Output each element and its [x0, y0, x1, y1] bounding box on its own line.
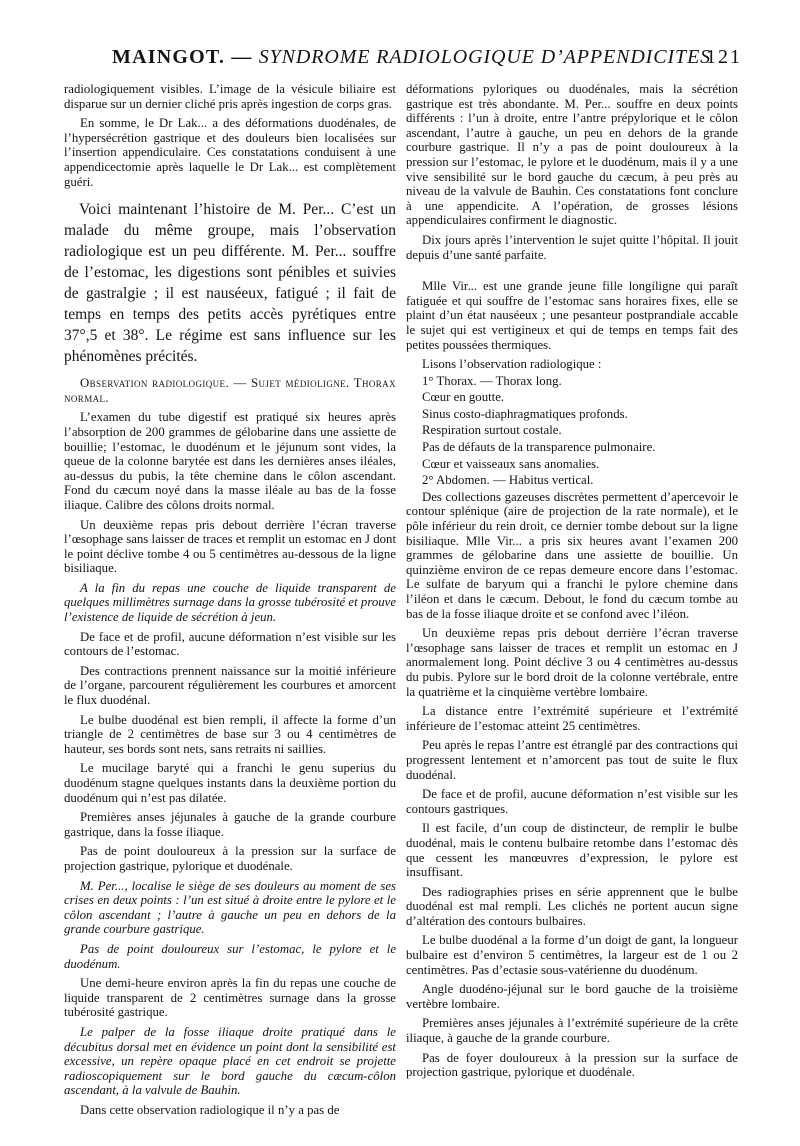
- list-line-4: Sinus costo-diaphragmatiques profonds.: [422, 406, 628, 421]
- paragraph-left-3: Voici maintenant l’histoire de M. Per... C’est un malade du même groupe, mais l’observation radiologique est un peu différente. M. Per... souffre de l’estomac, les digestions sont pénibles et suivies de gastralgie ; il est nauséeux, fatigué ; il fait de temps en temps des petits accès pyrétiques entre 37°,5 et 38°. Le régime est sans influence sur les phénomènes précités.: [64, 201, 396, 366]
- paragraph-left-4: Observation radiologique. — Sujet médioligne. Thorax normal.: [64, 376, 396, 405]
- paragraph-left-12: Premières anses jéjunales à gauche de la grande courbure gastrique, dans la fosse iliaque.: [64, 810, 396, 839]
- paragraph-left-18: Dans cette observation radiologique il n’y a pas de: [80, 1102, 340, 1117]
- paragraph-right-10: Des radiographies prises en série apprennent que le bulbe duodénal est mal rempli. Les clichés ne portent aucun signe d’altération des contours bulbaires.: [406, 884, 738, 928]
- paragraph-left-6: Un deuxième repas pris debout derrière l’écran traverse l’œsophage sans laisser de traces et remplit un estomac en J dont le point déclive tombe 4 ou 5 centimètres au-dessous de la ligne bisiliaque.: [64, 517, 396, 576]
- paragraph-right-9: Il est facile, d’un coup de distincteur, de remplir le bulbe duodénal, mais le contenu bulbaire retombe dans l’estomac dès que cessent les manœuvres d’expression, le pylore est insuffisant.: [406, 821, 738, 880]
- list-line-8: 2° Abdomen. — Habitus vertical.: [422, 473, 594, 488]
- paragraph-right-2: Dix jours après l’intervention le sujet quitte l’hôpital. Il jouit depuis d’une santé parfaite.: [406, 232, 738, 262]
- list-line-7: Cœur et vaisseaux sans anomalies.: [422, 456, 600, 471]
- header-separator: —: [225, 46, 259, 68]
- paragraph-left-5: L’examen du tube digestif est pratiqué six heures après l’absorption de 200 grammes de gélobarine dans une assiette de bouillie; l’estomac, le duodénum et le jéjunum sont vides, la queue de la colonne barytée est dans les dernières anses iléales, au-dessus du pubis, la tête chemine dans le côlon ascendant. Fond du cæcum noyé dans la masse iléale au bas de la fosse iliaque. Calibre des côlons droits normal.: [64, 410, 396, 512]
- running-header: [0, 38, 800, 74]
- right-column: [406, 82, 738, 1085]
- paragraph-left-7: A la fin du repas une couche de liquide transparent de quelques millimètres surnage dans la grosse tubérosité et prouve l’existence de liquide de sécrétion à jeun.: [64, 580, 396, 625]
- paragraph-left-2: En somme, le Dr Lak... a des déformations duodénales, de l’hypersécrétion gastrique et des douleurs bien localisées sur l’insertion appendiculaire. Ces constatations conduisent à une appendicectomie après laquelle le Dr Lak... est complètement guéri.: [64, 116, 396, 189]
- paragraph-left-10: Le bulbe duodénal est bien rempli, il affecte la forme d’un triangle de 2 centimètres de base sur 3 ou 4 centimètres de hauteur, ses bords sont nets, sans retraits ni saillies.: [64, 712, 396, 756]
- paragraph-left-17: Le palper de la fosse iliaque droite pratiqué dans le décubitus dorsal met en évidence un point dont la sensibilité est excessive, un repère opaque placé en cet endroit se projette radioscopiquement sur le bord gauche du cæcum-côlon ascendant, à la valvule de Bauhin.: [64, 1024, 396, 1098]
- paragraph-left-14: M. Per..., localise le siège de ses douleurs au moment de ses crises en deux points : l’un est situé à droite entre le pylore et le côlon ascendant ; l’autre à gauche un peu en dehors de la grande courbure gastrique.: [64, 878, 396, 937]
- paragraph-right-12: Angle duodéno-jéjunal sur le bord gauche de la troisième vertèbre lombaire.: [406, 982, 738, 1011]
- paragraph-left-13: Pas de point douloureux à la pression sur la surface de projection gastrique, pylorique et duodénale.: [64, 844, 396, 873]
- list-line-3: Cœur en goutte.: [422, 390, 505, 405]
- paragraph-left-8: De face et de profil, aucune déformation n’est visible sur les contours de l’estomac.: [64, 629, 396, 659]
- paragraph-left-15: Pas de point douloureux sur l’estomac, le pylore et le duodénum.: [64, 941, 396, 971]
- list-line-6: Pas de défauts de la transparence pulmonaire.: [422, 440, 656, 455]
- paragraph-right-13: Premières anses jéjunales à l’extrémité supérieure de la crête iliaque, à gauche de la grande courbure.: [406, 1016, 738, 1046]
- paragraph-right-6: La distance entre l’extrémité supérieure et l’extrémité inférieure de l’estomac atteint 25 centimètres.: [406, 704, 738, 733]
- list-line-5: Respiration surtout costale.: [422, 423, 562, 438]
- page-number: 121: [706, 46, 742, 68]
- paragraph-right-4: Des collections gazeuses discrètes permettent d’apercevoir le contour splénique (aire de projection de la rate normale), et le pôle inférieur du rein droit, ce dernier tombe debout sur la ligne bisiliaque. Mlle Vir... a pris six heures avant l’examen 200 grammes de gélobarine dans une assiette de bouillie. Un quinzième environ de ce repas demeure encore dans l’estomac. Le sulfate de baryum qui a franchi le pylore chemine dans l’iléon et dans le cæcum. Debout, le fond du cæcum tombe au bas de la fosse iliaque droite et se confond avec l’iléon.: [406, 489, 738, 621]
- paragraph-left-11: Le mucilage baryté qui a franchi le genu superius du duodénum stagne quelques instants dans la deuxième portion du duodénum qui n’est pas dilatée.: [64, 761, 396, 805]
- paragraph-left-16: Une demi-heure environ après la fin du repas une couche de liquide transparent de 2 centimètres surnage dans la grosse tubérosité gastrique.: [64, 976, 396, 1020]
- paragraph-right-7: Peu après le repas l’antre est étranglé par des contractions qui progressent lentement et n’amorcent pas tout de suite le flux duodénal.: [406, 738, 738, 782]
- header-title: SYNDROME RADIOLOGIQUE D’APPENDICITES: [258, 46, 712, 68]
- paragraph-right-11: Le bulbe duodénal a la forme d’un doigt de gant, la longueur bulbaire est d’environ 5 centimètres, la largeur est de 1 ou 2 centimètres. Pas d’ectasie sous-vatérienne du duodénum.: [406, 933, 738, 977]
- paragraph-left-9: Des contractions prennent naissance sur la moitié inférieure de l’organe, parcourent régulièrement les courbures et amorcent le flux duodénal.: [64, 663, 396, 708]
- header-title-line: [112, 46, 712, 69]
- header-author: MAINGOT.: [112, 46, 226, 68]
- paragraph-right-1: déformations pyloriques ou duodénales, mais la sécrétion gastrique est très abondante. M. Per... souffre en deux points différents : l’un à droite, entre l’antre prépylorique et le côlon ascendant, l’autre à gauche, un peu en dehors de la grande courbure gastrique. Il n’y a pas de point douloureux à la pression sur l’estomac, le pylore et le duodénum, mais il y a une vive sensibilité sur le bord gauche du cæcum, à peu près au niveau de la valvule de Bauhin. Ces constatations font conclure à une appendicite. A l’opération, de grosses lésions appendiculaires confirment le diagnostic.: [406, 82, 738, 228]
- paragraph-right-8: De face et de profil, aucune déformation n’est visible sur les contours gastriques.: [406, 787, 738, 816]
- paragraph-left-1: radiologiquement visibles. L’image de la vésicule biliaire est disparue sur un dernier cliché pris après ingestion de corps gras.: [64, 82, 396, 111]
- left-column: [64, 82, 396, 1122]
- paragraph-right-14: Pas de foyer douloureux à la pression sur la surface de projection gastrique, pylorique et duodénale.: [406, 1050, 738, 1080]
- list-line-2: 1° Thorax. — Thorax long.: [422, 373, 562, 388]
- paragraph-right-3: Mlle Vir... est une grande jeune fille longiligne qui paraît fatiguée et qui souffre de l’estomac sans horaires fixes, elle se plaint d’un état nauséeux ; une pesanteur postprandiale accable le sujet qui est vertigineux et qui de temps en temps fait des petites poussées thermiques.: [406, 279, 738, 352]
- paragraph-right-5: Un deuxième repas pris debout derrière l’écran traverse l’œsophage sans laisser de traces et remplit un estomac en J anormalement long. Point déclive 3 ou 4 centimètres au-dessus du pubis. Pylore sur le bord droit de la colonne vertébrale, entre la quatrième et la cinquième vertèbre lombaire.: [406, 626, 738, 699]
- list-line-1: Lisons l’observation radiologique :: [422, 357, 602, 372]
- section-gap: [406, 267, 738, 279]
